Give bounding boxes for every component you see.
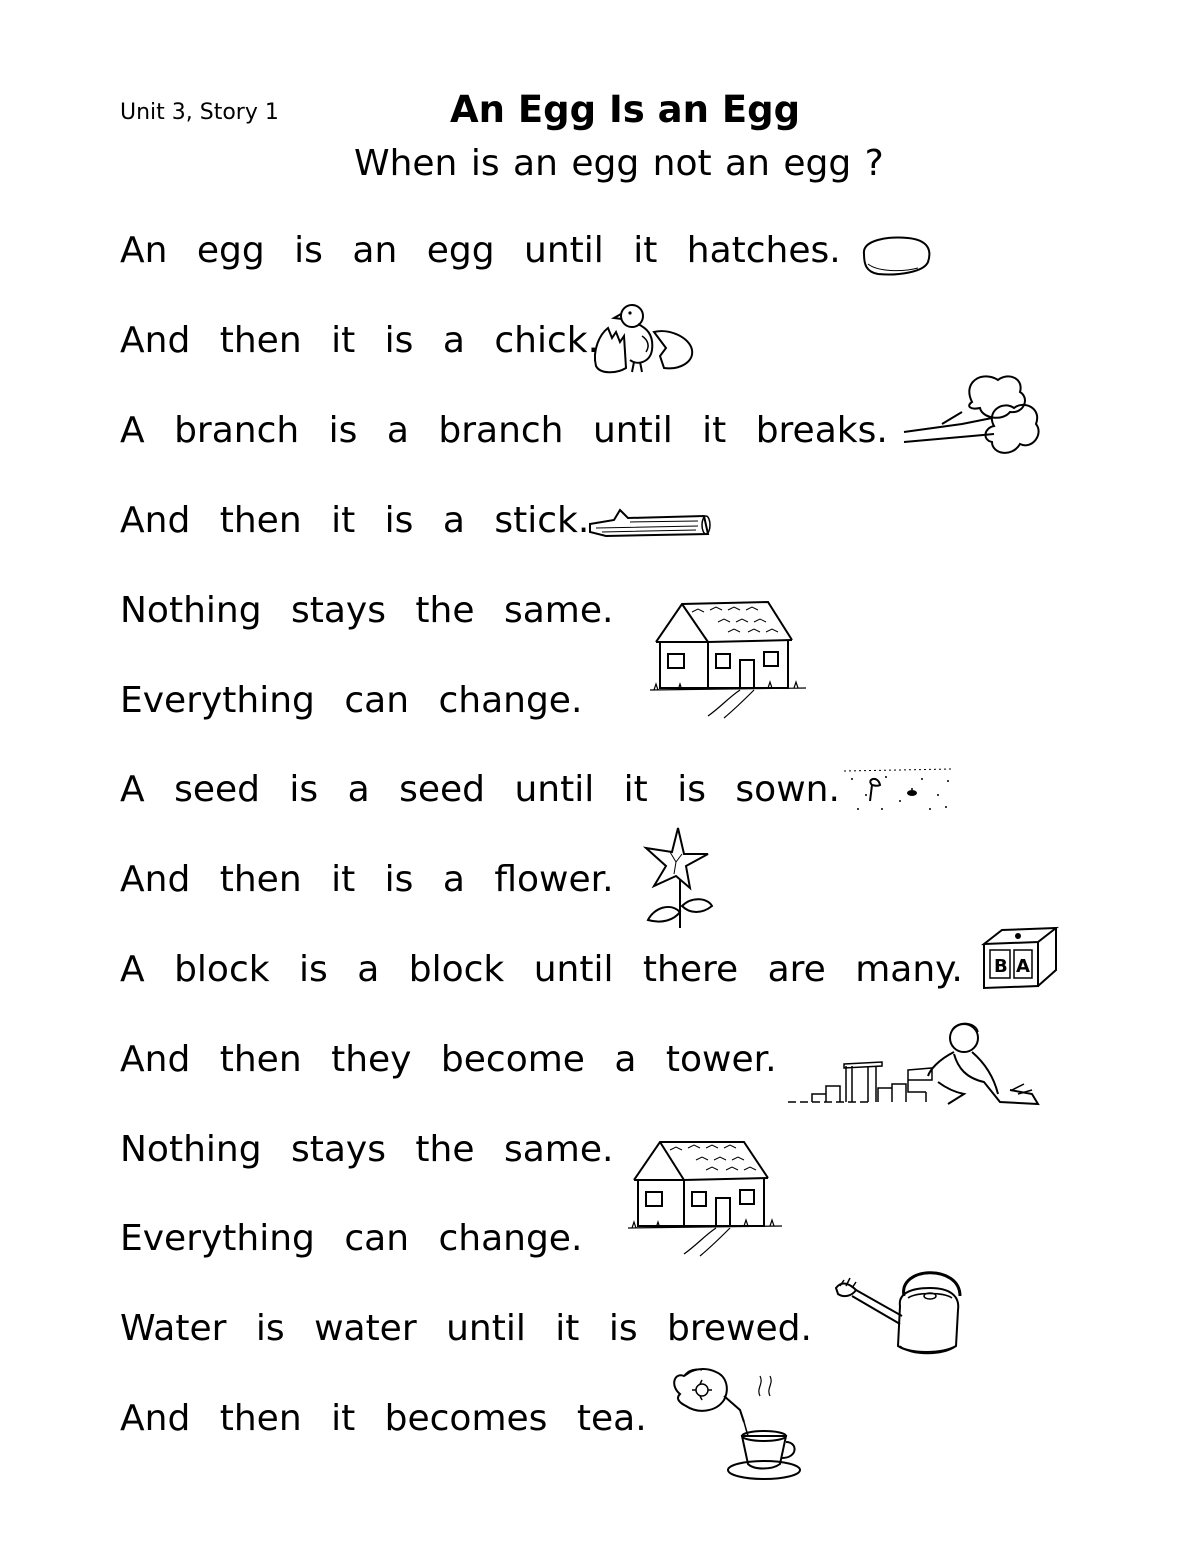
block-letter: A <box>1016 956 1030 977</box>
story-subtitle: When is an egg not an egg ? <box>354 143 884 184</box>
unit-label: Unit 3, Story 1 <box>120 100 279 125</box>
story-line: An egg is an egg until it hatches. <box>120 230 841 271</box>
story-line: And then they become a tower. <box>120 1039 777 1080</box>
story-line: Everything can change. <box>120 680 583 721</box>
flower-illustration <box>640 826 716 932</box>
seed-illustration <box>842 765 954 815</box>
house-illustration <box>626 1138 784 1260</box>
story-line: And then it is a stick. <box>120 500 590 541</box>
story-line: Nothing stays the same. <box>120 1129 614 1170</box>
teapot-cup-illustration <box>668 1366 802 1482</box>
chick-illustration <box>590 298 698 378</box>
house-illustration <box>648 598 810 722</box>
egg-illustration <box>858 232 934 278</box>
story-line: And then it becomes tea. <box>120 1398 647 1439</box>
letter-block-illustration <box>980 926 1060 992</box>
branch-illustration <box>902 372 1044 470</box>
block-letter: B <box>994 956 1008 977</box>
story-line: A branch is a branch until it breaks. <box>120 410 888 451</box>
story-line: A seed is a seed until it is sown. <box>120 769 840 810</box>
child-building-tower-illustration <box>788 1018 1044 1110</box>
story-line: A block is a block until there are many. <box>120 949 963 990</box>
story-line: Nothing stays the same. <box>120 590 614 631</box>
story-line: Everything can change. <box>120 1218 583 1259</box>
story-title: An Egg Is an Egg <box>450 88 801 131</box>
stick-illustration <box>586 506 714 540</box>
story-line: Water is water until it is brewed. <box>120 1308 812 1349</box>
story-line: And then it is a chick. <box>120 320 600 361</box>
story-line: And then it is a flower. <box>120 859 614 900</box>
kettle-illustration <box>832 1266 966 1362</box>
